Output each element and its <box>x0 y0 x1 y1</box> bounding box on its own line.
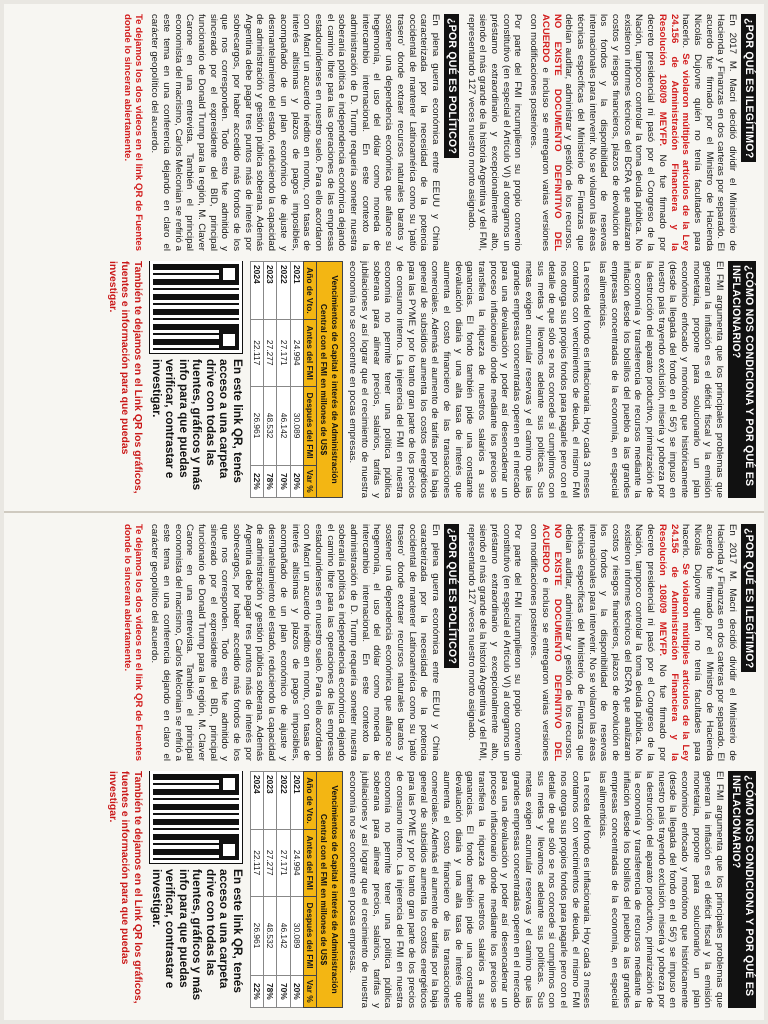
paragraph-inflacion-2: La receta del fondo es inflacionaria. Hoy cada 3 meses contamos con vencimientos de deuda, el mismo FMI nos otorga sus propios fondos para pagarle pero con el detalle de que sólo se nos concede si cumplimos con sus metas y llevamos adelante sus políticas. Sus metas exigen acumular reservas y el camino que las grandes empresas concentradas operen en el mercado para una devaluación y poder así desencadenar un proceso inflacionario donde mediante los precios se transfiera la riqueza de nuestros salarios a sus ganancias. El fondo también pide una constante devaluación diaria y una alta tasa de interés que aumenta el costo financiero de las transacciones comerciales. Además el aumento de tarifas por la baja general de subsidios aumenta los costos energéticos para las PYME y por lo tanto gran parte de los precios de consumo interno. La injerencia del FMI en nuestra economía no permite tener una política pública soberana para alinear precios, salarios, tarifas y jubilaciones y así lograr que el crecimiento de nuestra economía no se concentre en pocas empresas. <box>347 771 593 1008</box>
cell-after: 26.961 <box>250 386 263 465</box>
cell-after: 48.532 <box>264 896 277 975</box>
paragraph-inflacion-1: El FMI argumenta que los principales problemas que generan la inflación es el déficit fiscal y la emisión monetaria, propone para solucionarlo un plan económico enfocado y monótono que históricamente (desde la llegada del fondo en el 56') se impuso en nuestro país trayendo exclusión, miseria y pobreza por la destrucción del aparato productivo, primarización de la economía y transferencia de recursos mediante la inflación desde los bolsillos del pueblo a las grandes empresas concentradas de la economía, en especial las alimenticias. <box>597 261 726 498</box>
footer-note: También te dejamos en el Link QR los gráficos, fuentes e información para que puedas investigar. <box>106 261 143 494</box>
cell-after: 30.089 <box>290 386 303 465</box>
cell-before: 22.117 <box>250 829 263 896</box>
table-row <box>264 262 277 498</box>
cell-before: 24.994 <box>290 829 303 896</box>
text-ilegitimo-body: No fue firmado por decreto presidencial ni pasó por el Congreso de la Nación, tampoco controlar la toma deuda pública. No existieron informes técnicos del BCRA que analizaran costos y riesgos financieros, plazos de devolución de los fondos y la disponibilidad de reservas internacionales para intervenir. No se violaron las áreas técnicas específicas del Ministerio de Finanzas que debían auditar, administrar y gestión de los recursos. <box>563 14 668 251</box>
paragraph-ilegitimo-1 <box>527 524 738 761</box>
flyer-columns <box>10 524 758 1008</box>
cell-var: 70% <box>277 465 290 497</box>
flyer-columns <box>10 14 758 498</box>
table-row <box>250 772 263 1008</box>
debt-table-caption: Vencimientos de Capital e interés de Administración Central con el FMI en millones de US$ <box>317 261 343 498</box>
col-header-var: Var % <box>303 465 316 497</box>
text-ilegitimo-intro: En 2017 M. Macri decidió dividir el Ministerio de Hacienda y Finanzas en dos carteras por separado. El acuerdo fue firmado por el Ministro de Hacienda Nicolás Dujovne quién no tenía facultades para hacerlo. <box>680 524 739 761</box>
cell-year: 2023 <box>264 772 277 830</box>
cell-year: 2021 <box>290 262 303 320</box>
table-and-qr <box>250 771 343 1008</box>
text-ilegitimo-intro: En 2017 M. Macri decidió dividir el Ministerio de Hacienda y Finanzas en dos carteras por separado. El acuerdo fue firmado por el Ministro de Hacienda Nicolás Dujovne quién no tenía facultades para hacerlo. <box>680 14 739 251</box>
flyer-column-right <box>10 261 758 498</box>
cell-year: 2021 <box>290 772 303 830</box>
paragraph-ilegitimo-1 <box>527 14 738 251</box>
cell-before: 27.277 <box>264 319 277 386</box>
cell-year: 2023 <box>264 262 277 320</box>
qr-code-icon[interactable] <box>150 261 242 353</box>
cell-before: 27.171 <box>277 319 290 386</box>
paragraph-politico-highlight: Te dejamos los dos videos en el link QR de Fuentes donde lo sinceran abiertamente. <box>121 524 145 761</box>
qr-section <box>149 261 244 498</box>
cell-before: 27.171 <box>277 829 290 896</box>
cell-var: 78% <box>264 975 277 1007</box>
debt-table-header <box>303 262 316 498</box>
cell-after: 30.089 <box>290 896 303 975</box>
footer-note: También te dejamos en el Link QR los gráficos, fuentes e información para que puedas investigar. <box>106 771 143 1004</box>
table-row <box>277 772 290 1008</box>
section-heading-inflacion: ¿CÓMO NOS CONDICIONA Y POR QUÉ ES INFLACIONARIO? <box>728 261 756 498</box>
col-header-before: Antes del FMI <box>303 829 316 896</box>
qr-caption: En este link QR, tenés acceso a una carpeta drive con todas las fuentes, gráficos y más info para que puedas verificar, contrastar e investigar. <box>149 869 245 1001</box>
col-header-after: Después del FMI <box>303 386 316 465</box>
table-row <box>250 262 263 498</box>
paragraph-ilegitimo-2: Por parte del FMI incumplieron su propio convenio constitutivo (en especial el Artículo VI) al otorgarnos un préstamo extraordinario y excepcionalmente alto, siendo el más grande de la historia Argentina y del FMI, representando 127 veces nuestro monto asignado. <box>465 524 524 761</box>
col-header-before: Antes del FMI <box>303 319 316 386</box>
text-ilegitimo-highlight: Se violaron múltiples artículos de la Ley 24.156 de Administración Financiera y la Resolución 108/09 MEYFP. <box>656 524 692 761</box>
section-heading-politico: ¿POR QUÉ ES POLÍTICO? <box>444 524 459 668</box>
cell-var: 20% <box>290 975 303 1007</box>
cell-before: 22.117 <box>250 319 263 386</box>
paragraph-politico-1: En plena guerra económica entre EEUU y China caracterizada por la necesidad de la potencia occidental de mantener Latinoamérica como su 'patio trasero' donde extraer recursos naturales baratos y sostener una dependencia económica que afiance su hegemonía, el uso del dólar como moneda de intercambio internacional. En este contexto la administración de D. Trump requería someter nuestra soberanía política e independencia económica dejando el camino libre para las operaciones de las empresas estadounidenses en nuestro suelo. Para ello acordaron con Macri un acuerdo inédito en monto, con tasas de interés altísimas y plazos de pagos imposibles, acompañado de un plan económico de ajuste y desmantelamiento del estado, reduciendo la capacidad de administración y gestión pública soberana. Además Argentina debe pagar tres puntos más de interés por sobrecargos, por haber accedido más fondos de los que nos corresponden. Todo esto fue admitido y sincerado por el expresidente del BID, principal funcionario de Donald Trump para la región, M. Claver Carone en una entrevista. También el principal economista del macrismo, Carlos Melconian se refirió a este tema en una conferencia dejando en claro el carácter geopolítico del acuerdo. <box>149 524 441 761</box>
table-row <box>290 772 303 1008</box>
fold-divider <box>4 511 764 513</box>
cell-var: 70% <box>277 975 290 1007</box>
flyer-column-right <box>10 771 758 1008</box>
col-header-year: Año de Vto. <box>303 262 316 320</box>
cell-year: 2022 <box>277 262 290 320</box>
text-ilegitimo-body: No fue firmado por decreto presidencial ni pasó por el Congreso de la Nación, tampoco controlar la toma deuda pública. No existieron informes técnicos del BCRA que analizaran costos y riesgos financieros, plazos de devolución de los fondos y la disponibilidad de reservas internacionales para intervenir. No se violaron las áreas técnicas específicas del Ministerio de Finanzas que debían auditar, administrar y gestión de los recursos. <box>563 524 668 761</box>
paragraph-inflacion-1: El FMI argumenta que los principales problemas que generan la inflación es el déficit fiscal y la emisión monetaria, propone para solucionarlo un plan económico enfocado y monótono que históricamente (desde la llegada del fondo en el 56') se impuso en nuestro país trayendo exclusión, miseria y pobreza por la destrucción del aparato productivo, primarización de la economía y transferencia de recursos mediante la inflación desde los bolsillos del pueblo a las grandes empresas concentradas de la economía, en especial las alimenticias. <box>597 771 726 1008</box>
text-ilegitimo-highlight-2: NO EXISTE DOCUMENTO DEFINITIVO DEL ACUERDO <box>539 14 563 251</box>
col-header-var: Var % <box>303 975 316 1007</box>
cell-year: 2022 <box>277 772 290 830</box>
text-ilegitimo-end: e incluso se entregaron varias versiones con modificaciones posteriores. <box>528 524 551 761</box>
cell-after: 48.532 <box>264 386 277 465</box>
flyer-column-left <box>10 524 758 761</box>
flyer-column-left <box>10 14 758 251</box>
section-heading-politico: ¿POR QUÉ ES POLÍTICO? <box>444 14 459 158</box>
cell-year: 2024 <box>250 262 263 320</box>
text-ilegitimo-highlight: Se violaron múltiples artículos de la Ley 24.156 de Administración Financiera y la Resolución 108/09 MEYFP. <box>656 14 692 251</box>
cell-var: 78% <box>264 465 277 497</box>
cell-before: 27.277 <box>264 829 277 896</box>
section-heading-inflacion: ¿CÓMO NOS CONDICIONA Y POR QUÉ ES INFLACIONARIO? <box>728 771 756 1008</box>
col-header-after: Después del FMI <box>303 896 316 975</box>
cell-after: 46.142 <box>277 386 290 465</box>
paragraph-ilegitimo-2: Por parte del FMI incumplieron su propio convenio constitutivo (en especial el Artículo VI) al otorgarnos un préstamo extraordinario y excepcionalmente alto, siendo el más grande de la historia Argentina y del FMI, representando 127 veces nuestro monto asignado. <box>465 14 524 251</box>
table-row <box>277 262 290 498</box>
cell-before: 24.994 <box>290 319 303 386</box>
cell-after: 26.961 <box>250 896 263 975</box>
cell-var: 22% <box>250 465 263 497</box>
flyer-top <box>4 6 764 506</box>
table-row <box>290 262 303 498</box>
paragraph-politico-1: En plena guerra económica entre EEUU y China caracterizada por la necesidad de la potencia occidental de mantener Latinoamérica como su 'patio trasero' donde extraer recursos naturales baratos y sostener una dependencia económica que afiance su hegemonía, el uso del dólar como moneda de intercambio internacional. En este contexto la administración de D. Trump requería someter nuestra soberanía política e independencia económica dejando el camino libre para las operaciones de las empresas estadounidenses en nuestro suelo. Para ello acordaron con Macri un acuerdo inédito en monto, con tasas de interés altísimas y plazos de pagos imposibles, acompañado de un plan económico de ajuste y desmantelamiento del estado, reduciendo la capacidad de administración y gestión pública soberana. Además Argentina debe pagar tres puntos más de interés por sobrecargos, por haber accedido más fondos de los que nos corresponden. Todo esto fue admitido y sincerado por el expresidente del BID, principal funcionario de Donald Trump para la región, M. Claver Carone en una entrevista. También el principal economista del macrismo, Carlos Melconian se refirió a este tema en una conferencia dejando en claro el carácter geopolítico del acuerdo. <box>149 14 441 251</box>
debt-table-caption: Vencimientos de Capital e interés de Administración Central con el FMI en millones de US$ <box>317 771 343 1008</box>
qr-caption: En este link QR, tenés acceso a una carpeta drive con todas las fuentes, gráficos y más info para que puedas verificar, contrastar e investigar. <box>149 359 245 491</box>
table-and-qr <box>250 261 343 498</box>
debt-table <box>250 771 343 1008</box>
cell-var: 22% <box>250 975 263 1007</box>
debt-table <box>250 261 343 498</box>
cell-var: 20% <box>290 465 303 497</box>
paragraph-politico-highlight: Te dejamos los dos videos en el link QR de Fuentes donde lo sinceran abiertamente. <box>121 14 145 251</box>
cell-after: 46.142 <box>277 896 290 975</box>
text-ilegitimo-end: e incluso se entregaron varias versiones con modificaciones posteriores. <box>528 14 551 251</box>
paragraph-inflacion-2: La receta del fondo es inflacionaria. Hoy cada 3 meses contamos con vencimientos de deuda, el mismo FMI nos otorga sus propios fondos para pagarle pero con el detalle de que sólo se nos concede si cumplimos con sus metas y llevamos adelante sus políticas. Sus metas exigen acumular reservas y el camino que las grandes empresas concentradas operen en el mercado para una devaluación y poder así desencadenar un proceso inflacionario donde mediante los precios se transfiera la riqueza de nuestros salarios a sus ganancias. El fondo también pide una constante devaluación diaria y una alta tasa de interés que aumenta el costo financiero de las transacciones comerciales. Además el aumento de tarifas por la baja general de subsidios aumenta los costos energéticos para las PYME y por lo tanto gran parte de los precios de consumo interno. La injerencia del FMI en nuestra economía no permite tener una política pública soberana para alinear precios, salarios, tarifas y jubilaciones y así lograr que el crecimiento de nuestra economía no se concentre en pocas empresas. <box>347 261 593 498</box>
cell-year: 2024 <box>250 772 263 830</box>
flyer-bottom <box>4 516 764 1016</box>
section-heading-ilegitimo: ¿POR QUÉ ES ILEGÍTIMO? <box>741 14 756 162</box>
qr-code-icon[interactable] <box>150 771 242 863</box>
text-ilegitimo-highlight-2: NO EXISTE DOCUMENTO DEFINITIVO DEL ACUERDO <box>539 524 563 761</box>
col-header-year: Año de Vto. <box>303 772 316 830</box>
section-heading-ilegitimo: ¿POR QUÉ ES ILEGÍTIMO? <box>741 524 756 672</box>
table-row <box>264 772 277 1008</box>
debt-table-header <box>303 772 316 1008</box>
qr-section <box>149 771 244 1008</box>
